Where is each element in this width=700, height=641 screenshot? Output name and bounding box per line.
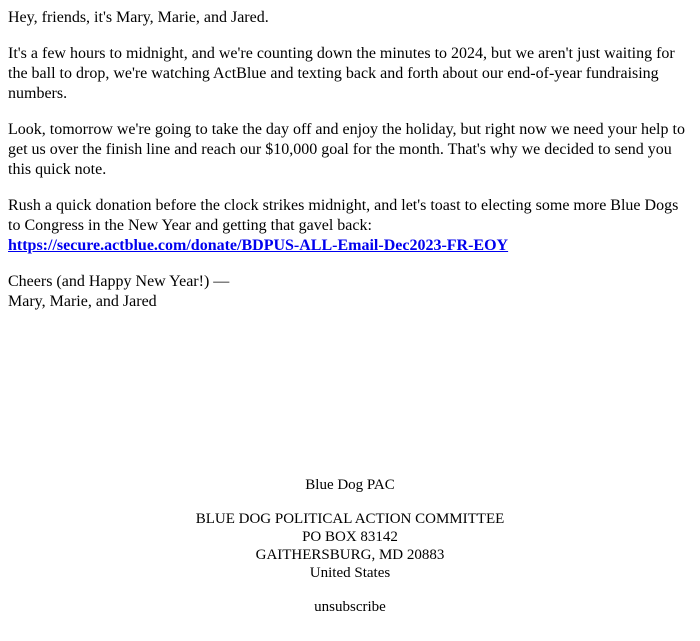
email-body [8, 8, 688, 328]
donate-link[interactable]: https://secure.actblue.com/donate/BDPUS-ALL-Email-Dec2023-FR-EOY [8, 237, 509, 254]
footer-address [0, 510, 700, 582]
footer-committee: BLUE DOG POLITICAL ACTION COMMITTEE [195, 511, 505, 527]
footer-country: United States [309, 565, 391, 581]
footer-unsubscribe-line [0, 598, 700, 616]
footer-org-name: Blue Dog PAC [305, 477, 395, 493]
signatures: Mary, Marie, and Jared [8, 293, 157, 310]
unsubscribe-link[interactable]: unsubscribe [314, 599, 386, 615]
signoff-block [8, 272, 688, 312]
donate-call-text: Rush a quick donation before the clock strikes midnight, and let's toast to electing some more Blue Dogs to Congress in the New Year and getting that gavel back: [8, 197, 679, 234]
signoff: Cheers (and Happy New Year!) — [8, 273, 230, 290]
paragraph-goal: Look, tomorrow we're going to take the day off and enjoy the holiday, but right now we need your help to get us over the finish line and reach our $10,000 goal for the month. That's why we decided to send you this quick note. [8, 121, 685, 178]
paragraph-countdown: It's a few hours to midnight, and we're counting down the minutes to 2024, but we aren't just waiting for the ball to drop, we're watching ActBlue and texting back and forth about our end-of-year fundraising numbers. [8, 45, 675, 102]
footer-city-state-zip: GAITHERSBURG, MD 20883 [255, 547, 445, 563]
greeting: Hey, friends, it's Mary, Marie, and Jared. [8, 9, 269, 26]
footer-po-box: PO BOX 83142 [302, 529, 398, 545]
email-footer [0, 476, 700, 632]
paragraph-donate-call [8, 196, 688, 256]
